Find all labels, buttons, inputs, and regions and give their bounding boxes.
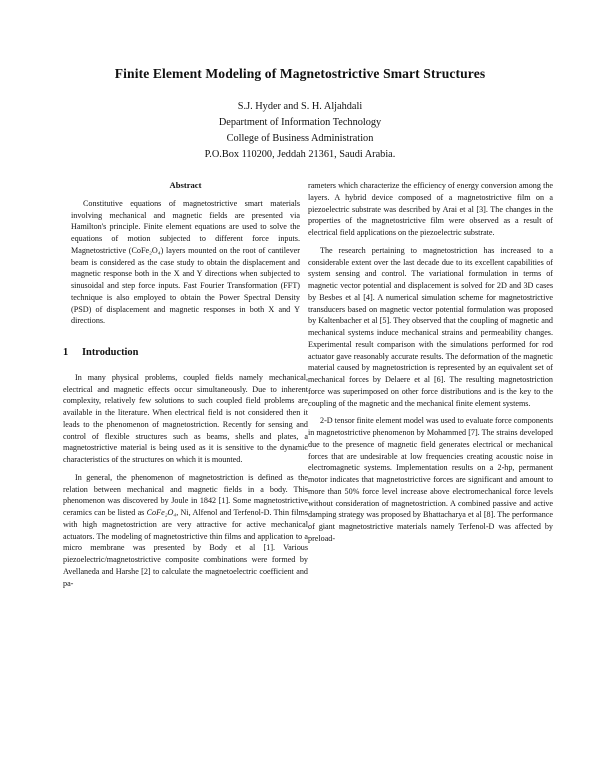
section-title: Introduction	[82, 347, 139, 358]
author-college: College of Business Administration	[226, 133, 374, 144]
abstract-text: Constitutive equations of magnetostrictive smart materials involving mechanical and magnetic fields are presented via Hamilton's principle. Finite element equations are used to solve the equations of motion subjected to different force inputs. Magnetostrictive (CoFe₂O₄) layers mounted on the root of cantilever beam is considered as the case study to obtain the displacement and magnetic response both in the X and Y directions when subjected to sinusoidal and step force inputs. Fast Fourier Transformation (FFT) technique is also employed to obtain the Power Spectral Density (PSD) of displacement and magnetic responses in both X and Y directions.	[71, 198, 300, 326]
abstract-heading: Abstract	[169, 180, 202, 190]
intro-p2-end: , Ni, Alfenol and Terfenol-D. Thin films with high magnetostriction are very attractive for active mechanical actuators. The modeling of magnetostrictive thin films and application to a micro membrane was presented by Body et al [1]. Various piezoelectric/magnetostrictive composite combinations were formed by Avellaneda and Harshe [2] to calculate the magnetoelectric coefficient and pa-	[63, 508, 308, 588]
intro-paragraph-1: In many physical problems, coupled fields namely mechanical, electrical and magnetic effects occur simultaneously. Due to inherent complexity, relatively few solutions to such coupled field problems are available in the literature. When electrical field is not considered then it leads to the phenomenon of magnetostriction. Recently for sensing and control of flexible structures such as beams, shells and plates, a magnetostrictive material is being used as it is sensitive to the dynamic characteristics of the structures on which it is mounted.	[63, 372, 308, 464]
section-heading	[63, 347, 308, 359]
author-address: P.O.Box 110200, Jeddah 21361, Saudi Arabia.	[204, 149, 396, 160]
intro-paragraph-3: The research pertaining to magnetostriction has increased to a considerable extent over the last decade due to its excellent capabilities of system sensing and control. The variational formulation in terms of magnetic vector potential and displacement is solved for 2D and 3D cases by Besbes et al [4]. A numerical simulation scheme for magnetostrictive transducers based on magnetic vector potential formulation was proposed by Kaltenbacher et al [5]. They observed that the coupling of magnetic and mechanical systems induce mechanical strains and permeability changes. Experimental result comparison with the simulations performed for rod actuator gave reasonably accurate results. The deformation of the magnetic material caused by magnetostriction is represented by an equivalent set of mechanical forces by Delaere et al [6]. The resulting magnetostriction force was superimposed on other force distributions and is the key to the coupling of the magnetic and the mechanical finite element systems.	[308, 245, 553, 408]
cofe2o4-formula: CoFe₂O₄	[146, 508, 177, 517]
paper-title: Finite Element Modeling of Magnetostrictive Smart Structures	[114, 66, 486, 81]
section-number: 1	[63, 347, 69, 358]
left-column	[63, 180, 308, 589]
intro-p2-start: In general, the phenomenon of magnetostriction is defined as the relation between mechanical and magnetic fields in a body. This phenomenon was discovered by Joule in 1842 [1]. Some magnetostrictive ceramics can be listed as	[63, 472, 308, 517]
right-column	[308, 180, 553, 545]
author-names: S.J. Hyder and S. H. Aljahdali	[237, 101, 363, 112]
author-department: Department of Information Technology	[218, 117, 382, 128]
intro-paragraph-2-continued: rameters which characterize the efficiency of energy conversion among the layers. A hybrid device composed of a magnetostrictive film on a piezoelectric substrate was described by Arai et al [3]. The changes in the properties of the magnetostrictive film were observed as a result of electrical field applications on the piezoelectric substrate.	[308, 181, 553, 237]
intro-paragraph-4: 2-D tensor finite element model was used to evaluate force components in magnetostrictive phenomenon by Mohammed [7]. The strains developed due to the presence of magnetic field generates electrical or mechanical forces that are undesirable at low frequencies creating acoustic noise in electromagnetic systems. Implementation results on a 2-hp, permanent motor indicates that magnetostrictive forces are significant and amount to more than 50% force level increase above electromechanical force levels without consideration of magnetostriction. A combined passive and active damping strategy was proposed by Bhattacharya et al [8]. The performance of giant magnetostrictive materials namely Terfenol-D was affected by preload-	[308, 416, 553, 543]
intro-paragraph-2	[63, 472, 308, 590]
author-block	[0, 99, 600, 163]
